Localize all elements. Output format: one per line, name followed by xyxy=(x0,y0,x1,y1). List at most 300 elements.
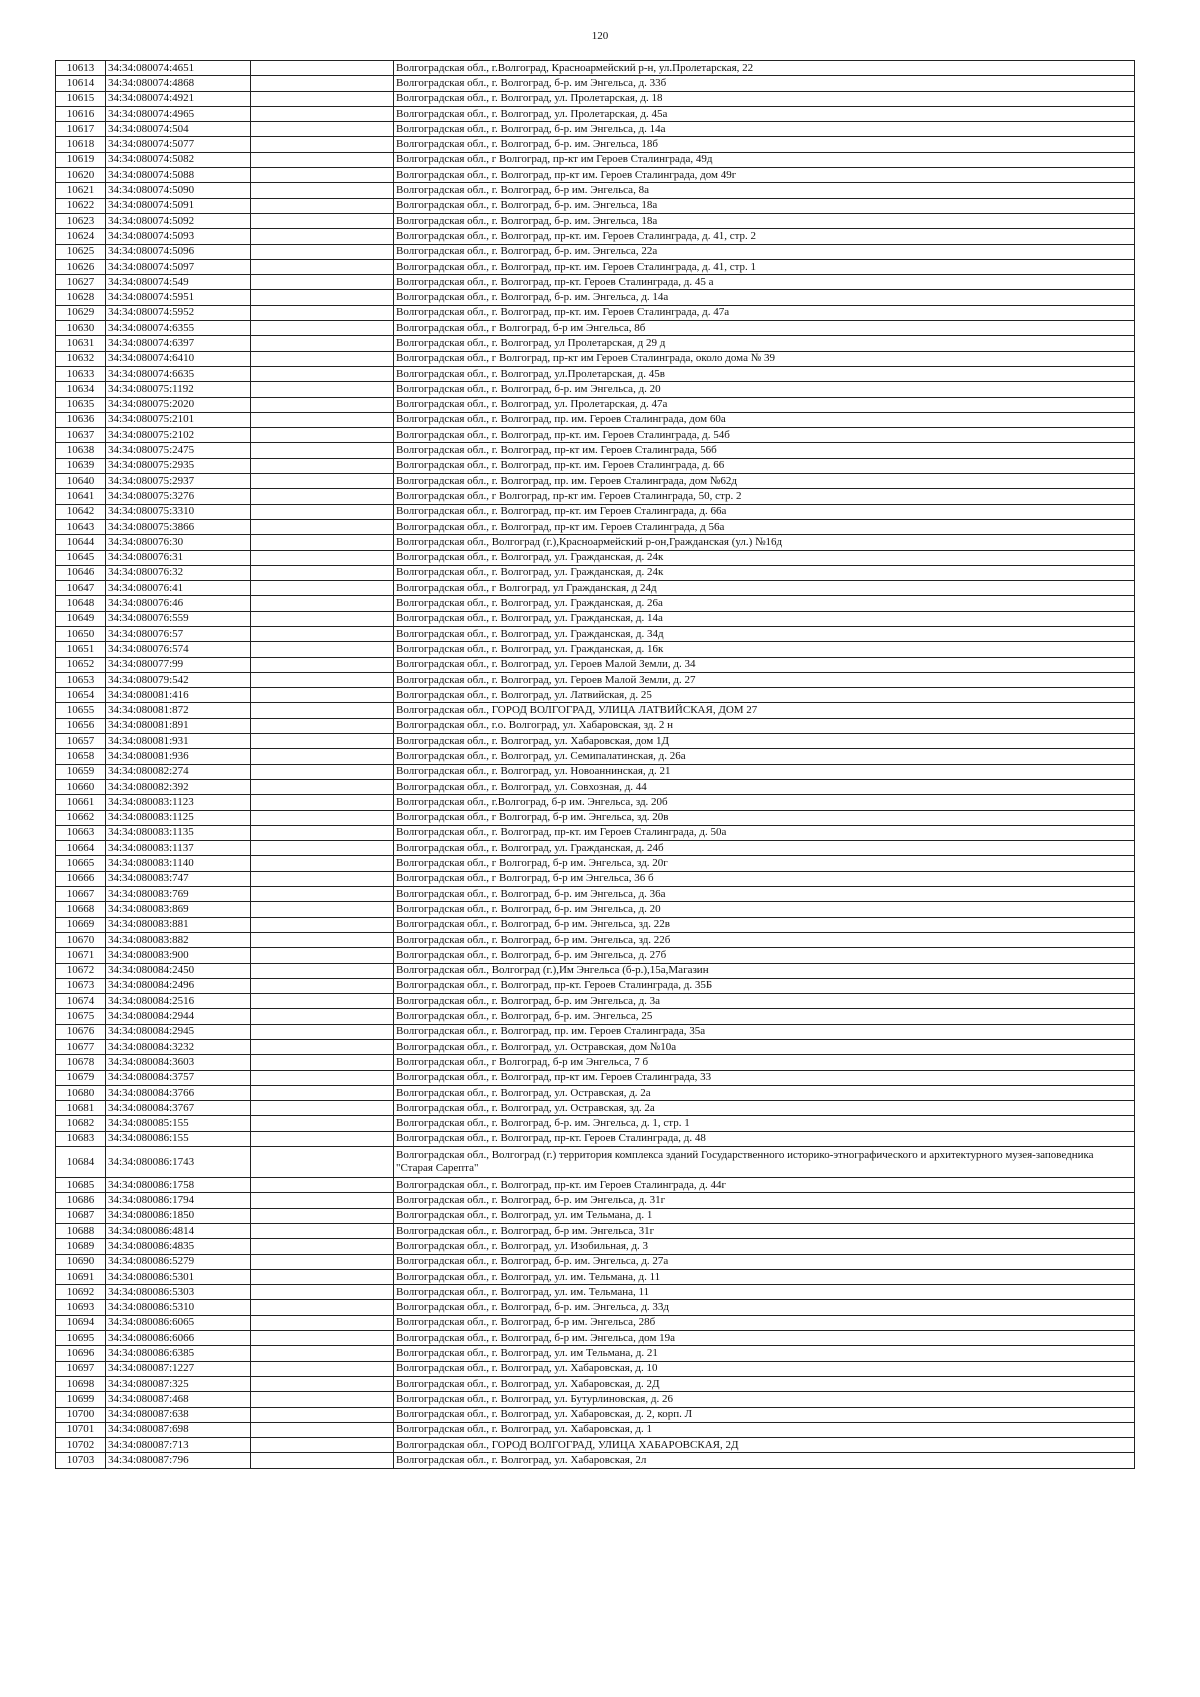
empty-cell xyxy=(251,1422,394,1437)
empty-cell xyxy=(251,1208,394,1223)
row-number: 10679 xyxy=(56,1070,106,1085)
empty-cell xyxy=(251,91,394,106)
row-number: 10699 xyxy=(56,1392,106,1407)
address: Волгоградская обл., г. Волгоград, пр-кт. им. Героев Сталинграда, д. 41, стр. 1 xyxy=(394,259,1135,274)
table-row xyxy=(56,1422,1135,1437)
row-number: 10660 xyxy=(56,779,106,794)
row-number: 10701 xyxy=(56,1422,106,1437)
empty-cell xyxy=(251,657,394,672)
table-row xyxy=(56,61,1135,76)
table-row xyxy=(56,213,1135,228)
table-row xyxy=(56,397,1135,412)
row-number: 10664 xyxy=(56,841,106,856)
registry-table xyxy=(55,60,1135,1469)
table-row xyxy=(56,917,1135,932)
table-row xyxy=(56,550,1135,565)
empty-cell xyxy=(251,994,394,1009)
address: Волгоградская обл., г. Волгоград, ул. Героев Малой Земли, д. 27 xyxy=(394,672,1135,687)
row-number: 10694 xyxy=(56,1315,106,1330)
empty-cell xyxy=(251,963,394,978)
address: Волгоградская обл., г. Волгоград, пр-кт. им Героев Сталинграда, д. 50а xyxy=(394,825,1135,840)
empty-cell xyxy=(251,917,394,932)
table-row xyxy=(56,611,1135,626)
empty-cell xyxy=(251,489,394,504)
address: Волгоградская обл., г. Волгоград, пр. им. Героев Сталинграда, 35а xyxy=(394,1024,1135,1039)
address: Волгоградская обл., г. Волгоград, б-р. им. Энгельса, д. 1, стр. 1 xyxy=(394,1116,1135,1131)
empty-cell xyxy=(251,259,394,274)
address: Волгоградская обл., г. Волгоград, б-р им. Энгельса, 8а xyxy=(394,183,1135,198)
row-number: 10633 xyxy=(56,366,106,381)
cadastral-number: 34:34:080074:5090 xyxy=(106,183,251,198)
table-row xyxy=(56,91,1135,106)
address: Волгоградская обл., г. Волгоград, б-р им. Энгельса, 31г xyxy=(394,1223,1135,1238)
empty-cell xyxy=(251,137,394,152)
table-row xyxy=(56,734,1135,749)
address: Волгоградская обл., г.о. Волгоград, ул. Хабаровская, зд. 2 н xyxy=(394,718,1135,733)
cadastral-number: 34:34:080087:698 xyxy=(106,1422,251,1437)
empty-cell xyxy=(251,642,394,657)
cadastral-number: 34:34:080083:1123 xyxy=(106,795,251,810)
row-number: 10653 xyxy=(56,672,106,687)
table-row xyxy=(56,1009,1135,1024)
row-number: 10690 xyxy=(56,1254,106,1269)
cadastral-number: 34:34:080086:1743 xyxy=(106,1147,251,1178)
cadastral-number: 34:34:080086:4814 xyxy=(106,1223,251,1238)
row-number: 10655 xyxy=(56,703,106,718)
empty-cell xyxy=(251,856,394,871)
table-row xyxy=(56,1376,1135,1391)
address: Волгоградская обл., г. Волгоград, пр-кт. им. Героев Сталинграда, д. 54б xyxy=(394,428,1135,443)
row-number: 10702 xyxy=(56,1438,106,1453)
empty-cell xyxy=(251,1269,394,1284)
cadastral-number: 34:34:080084:3766 xyxy=(106,1085,251,1100)
row-number: 10680 xyxy=(56,1085,106,1100)
address: Волгоградская обл., г. Волгоград, ул. им. Тельмана, д. 11 xyxy=(394,1269,1135,1284)
empty-cell xyxy=(251,519,394,534)
cadastral-number: 34:34:080074:6355 xyxy=(106,321,251,336)
row-number: 10671 xyxy=(56,948,106,963)
empty-cell xyxy=(251,382,394,397)
row-number: 10622 xyxy=(56,198,106,213)
cadastral-number: 34:34:080087:1227 xyxy=(106,1361,251,1376)
empty-cell xyxy=(251,1346,394,1361)
empty-cell xyxy=(251,1376,394,1391)
empty-cell xyxy=(251,932,394,947)
empty-cell xyxy=(251,535,394,550)
cadastral-number: 34:34:080086:1794 xyxy=(106,1193,251,1208)
empty-cell xyxy=(251,887,394,902)
table-row xyxy=(56,305,1135,320)
table-row xyxy=(56,1208,1135,1223)
empty-cell xyxy=(251,122,394,137)
row-number: 10643 xyxy=(56,519,106,534)
empty-cell xyxy=(251,443,394,458)
empty-cell xyxy=(251,61,394,76)
row-number: 10657 xyxy=(56,734,106,749)
cadastral-number: 34:34:080074:5097 xyxy=(106,259,251,274)
address: Волгоградская обл., г Волгоград, б-р им Энгельса, 7 б xyxy=(394,1055,1135,1070)
empty-cell xyxy=(251,1178,394,1193)
row-number: 10666 xyxy=(56,871,106,886)
address: Волгоградская обл., г. Волгоград, б-р. им Энгельса, д. 20 xyxy=(394,902,1135,917)
address: Волгоградская обл., г. Волгоград, ул. Хабаровская, д. 10 xyxy=(394,1361,1135,1376)
row-number: 10662 xyxy=(56,810,106,825)
cadastral-number: 34:34:080084:2450 xyxy=(106,963,251,978)
row-number: 10695 xyxy=(56,1331,106,1346)
empty-cell xyxy=(251,611,394,626)
empty-cell xyxy=(251,749,394,764)
cadastral-number: 34:34:080074:4651 xyxy=(106,61,251,76)
table-row xyxy=(56,1116,1135,1131)
address: Волгоградская обл., г. Волгоград, пр-кт им. Героев Сталинграда, дом 49г xyxy=(394,168,1135,183)
address: Волгоградская обл., г. Волгоград, ул. Гражданская, д. 24к xyxy=(394,565,1135,580)
cadastral-number: 34:34:080076:41 xyxy=(106,581,251,596)
empty-cell xyxy=(251,581,394,596)
empty-cell xyxy=(251,336,394,351)
row-number: 10658 xyxy=(56,749,106,764)
empty-cell xyxy=(251,1085,394,1100)
page-number: 120 xyxy=(591,30,609,42)
empty-cell xyxy=(251,229,394,244)
cadastral-number: 34:34:080082:274 xyxy=(106,764,251,779)
table-row xyxy=(56,1239,1135,1254)
cadastral-number: 34:34:080076:574 xyxy=(106,642,251,657)
address: Волгоградская обл., г Волгоград, б-р им Энгельса, 36 б xyxy=(394,871,1135,886)
cadastral-number: 34:34:080083:1137 xyxy=(106,841,251,856)
cadastral-number: 34:34:080083:1140 xyxy=(106,856,251,871)
table-row xyxy=(56,581,1135,596)
table-row xyxy=(56,1254,1135,1269)
cadastral-number: 34:34:080083:900 xyxy=(106,948,251,963)
row-number: 10619 xyxy=(56,152,106,167)
address: Волгоградская обл., г. Волгоград, б-р. им. Энгельса, 18а xyxy=(394,213,1135,228)
address: Волгоградская обл., г. Волгоград, пр-кт. Героев Сталинграда, д. 48 xyxy=(394,1131,1135,1146)
cadastral-number: 34:34:080086:5301 xyxy=(106,1269,251,1284)
cadastral-number: 34:34:080084:2944 xyxy=(106,1009,251,1024)
table-row xyxy=(56,1131,1135,1146)
table-row xyxy=(56,290,1135,305)
cadastral-number: 34:34:080083:769 xyxy=(106,887,251,902)
empty-cell xyxy=(251,428,394,443)
address: Волгоградская обл., г Волгоград, ул Гражданская, д 24д xyxy=(394,581,1135,596)
address: Волгоградская обл., г. Волгоград, ул. Героев Малой Земли, д. 34 xyxy=(394,657,1135,672)
row-number: 10698 xyxy=(56,1376,106,1391)
table-row xyxy=(56,764,1135,779)
cadastral-number: 34:34:080086:5310 xyxy=(106,1300,251,1315)
address: Волгоградская обл., г. Волгоград, пр-кт. им Героев Сталинграда, д. 66а xyxy=(394,504,1135,519)
row-number: 10673 xyxy=(56,978,106,993)
address: Волгоградская обл., г. Волгоград, пр-кт им. Героев Сталинграда, 56б xyxy=(394,443,1135,458)
row-number: 10637 xyxy=(56,428,106,443)
cadastral-number: 34:34:080087:796 xyxy=(106,1453,251,1468)
address: Волгоградская обл., г. Волгоград, ул. Хабаровская, д. 1 xyxy=(394,1422,1135,1437)
row-number: 10682 xyxy=(56,1116,106,1131)
table-row xyxy=(56,519,1135,534)
address: Волгоградская обл., г. Волгоград, б-р. им Энгельса, д. 36а xyxy=(394,887,1135,902)
row-number: 10656 xyxy=(56,718,106,733)
row-number: 10625 xyxy=(56,244,106,259)
table-row xyxy=(56,1346,1135,1361)
empty-cell xyxy=(251,978,394,993)
table-row xyxy=(56,626,1135,641)
cadastral-number: 34:34:080084:2516 xyxy=(106,994,251,1009)
table-row xyxy=(56,412,1135,427)
address: Волгоградская обл., г Волгоград, б-р им. Энгельса, зд. 20г xyxy=(394,856,1135,871)
table-row xyxy=(56,458,1135,473)
empty-cell xyxy=(251,1055,394,1070)
row-number: 10697 xyxy=(56,1361,106,1376)
cadastral-number: 34:34:080075:3310 xyxy=(106,504,251,519)
address: Волгоградская обл., г. Волгоград, ул. Гражданская, д. 24б xyxy=(394,841,1135,856)
row-number: 10642 xyxy=(56,504,106,519)
cadastral-number: 34:34:080087:325 xyxy=(106,1376,251,1391)
row-number: 10676 xyxy=(56,1024,106,1039)
row-number: 10640 xyxy=(56,474,106,489)
table-row xyxy=(56,1024,1135,1039)
table-row xyxy=(56,428,1135,443)
table-row xyxy=(56,504,1135,519)
cadastral-number: 34:34:080075:2475 xyxy=(106,443,251,458)
row-number: 10645 xyxy=(56,550,106,565)
address: Волгоградская обл., ГОРОД ВОЛГОГРАД, УЛИЦА ХАБАРОВСКАЯ, 2Д xyxy=(394,1438,1135,1453)
cadastral-number: 34:34:080087:638 xyxy=(106,1407,251,1422)
address: Волгоградская обл., г. Волгоград, ул. Хабаровская, д. 2, корп. Л xyxy=(394,1407,1135,1422)
address: Волгоградская обл., г. Волгоград, б-р им. Энгельса, 28б xyxy=(394,1315,1135,1330)
cadastral-number: 34:34:080076:31 xyxy=(106,550,251,565)
address: Волгоградская обл., г Волгоград, б-р им. Энгельса, зд. 20в xyxy=(394,810,1135,825)
empty-cell xyxy=(251,825,394,840)
row-number: 10626 xyxy=(56,259,106,274)
empty-cell xyxy=(251,106,394,121)
empty-cell xyxy=(251,688,394,703)
address: Волгоградская обл., г. Волгоград, ул. Пролетарская, д. 18 xyxy=(394,91,1135,106)
address: Волгоградская обл., Волгоград (г.) территория комплекса зданий Государственного историко-этнографического и архитектурного музея-заповедника "Старая Сарепта" xyxy=(394,1147,1135,1178)
empty-cell xyxy=(251,1239,394,1254)
cadastral-number: 34:34:080084:3767 xyxy=(106,1101,251,1116)
address: Волгоградская обл., г. Волгоград, б-р. им Энгельса, д. 27б xyxy=(394,948,1135,963)
address: Волгоградская обл., г. Волгоград, б-р. им. Энгельса, д. 27а xyxy=(394,1254,1135,1269)
row-number: 10683 xyxy=(56,1131,106,1146)
empty-cell xyxy=(251,412,394,427)
table-row xyxy=(56,565,1135,580)
table-row xyxy=(56,978,1135,993)
row-number: 10678 xyxy=(56,1055,106,1070)
empty-cell xyxy=(251,1193,394,1208)
cadastral-number: 34:34:080084:2945 xyxy=(106,1024,251,1039)
table-row xyxy=(56,229,1135,244)
table-row xyxy=(56,1285,1135,1300)
table-row xyxy=(56,642,1135,657)
table-row xyxy=(56,1178,1135,1193)
empty-cell xyxy=(251,1147,394,1178)
row-number: 10634 xyxy=(56,382,106,397)
empty-cell xyxy=(251,703,394,718)
address: Волгоградская обл., г. Волгоград, ул. Бутурлиновская, д. 26 xyxy=(394,1392,1135,1407)
row-number: 10646 xyxy=(56,565,106,580)
empty-cell xyxy=(251,1315,394,1330)
table-row xyxy=(56,1193,1135,1208)
empty-cell xyxy=(251,672,394,687)
address: Волгоградская обл., г. Волгоград, ул. Остравская, дом №10а xyxy=(394,1040,1135,1055)
table-row xyxy=(56,321,1135,336)
address: Волгоградская обл., г. Волгоград, б-р. им. Энгельса, д. 33д xyxy=(394,1300,1135,1315)
row-number: 10689 xyxy=(56,1239,106,1254)
address: Волгоградская обл., г. Волгоград, б-р. им. Энгельса, 25 xyxy=(394,1009,1135,1024)
empty-cell xyxy=(251,1024,394,1039)
address: Волгоградская обл., г. Волгоград, ул.Пролетарская, д. 45в xyxy=(394,366,1135,381)
cadastral-number: 34:34:080086:5303 xyxy=(106,1285,251,1300)
row-number: 10627 xyxy=(56,275,106,290)
cadastral-number: 34:34:080075:2935 xyxy=(106,458,251,473)
address: Волгоградская обл., г. Волгоград, б-р. им. Энгельса, 18б xyxy=(394,137,1135,152)
empty-cell xyxy=(251,244,394,259)
empty-cell xyxy=(251,810,394,825)
cadastral-number: 34:34:080074:504 xyxy=(106,122,251,137)
address: Волгоградская обл., г. Волгоград, б-р. им Энгельса, д. 33б xyxy=(394,76,1135,91)
row-number: 10618 xyxy=(56,137,106,152)
table-row xyxy=(56,183,1135,198)
cadastral-number: 34:34:080084:3232 xyxy=(106,1040,251,1055)
row-number: 10614 xyxy=(56,76,106,91)
cadastral-number: 34:34:080081:891 xyxy=(106,718,251,733)
row-number: 10654 xyxy=(56,688,106,703)
empty-cell xyxy=(251,734,394,749)
address: Волгоградская обл., г. Волгоград, пр-кт. Героев Сталинграда, д. 35Б xyxy=(394,978,1135,993)
cadastral-number: 34:34:080075:2020 xyxy=(106,397,251,412)
table-row xyxy=(56,1055,1135,1070)
address: Волгоградская обл., г. Волгоград, б-р. им Энгельса, д. 31г xyxy=(394,1193,1135,1208)
cadastral-number: 34:34:080083:1125 xyxy=(106,810,251,825)
cadastral-number: 34:34:080086:1758 xyxy=(106,1178,251,1193)
table-row xyxy=(56,688,1135,703)
empty-cell xyxy=(251,626,394,641)
empty-cell xyxy=(251,198,394,213)
table-row xyxy=(56,106,1135,121)
table-row xyxy=(56,152,1135,167)
row-number: 10644 xyxy=(56,535,106,550)
empty-cell xyxy=(251,1285,394,1300)
address: Волгоградская обл., г Волгоград, б-р им Энгельса, 8б xyxy=(394,321,1135,336)
empty-cell xyxy=(251,1131,394,1146)
row-number: 10674 xyxy=(56,994,106,1009)
empty-cell xyxy=(251,1407,394,1422)
empty-cell xyxy=(251,1040,394,1055)
cadastral-number: 34:34:080086:5279 xyxy=(106,1254,251,1269)
cadastral-number: 34:34:080076:559 xyxy=(106,611,251,626)
table-row xyxy=(56,749,1135,764)
cadastral-number: 34:34:080084:2496 xyxy=(106,978,251,993)
empty-cell xyxy=(251,596,394,611)
address: Волгоградская обл., г. Волгоград, б-р им. Энгельса, зд. 22б xyxy=(394,932,1135,947)
empty-cell xyxy=(251,305,394,320)
row-number: 10692 xyxy=(56,1285,106,1300)
row-number: 10638 xyxy=(56,443,106,458)
row-number: 10631 xyxy=(56,336,106,351)
address: Волгоградская обл., г. Волгоград, ул. Новоаннинская, д. 21 xyxy=(394,764,1135,779)
table-row xyxy=(56,366,1135,381)
address: Волгоградская обл., г. Волгоград, ул. Гражданская, д. 24к xyxy=(394,550,1135,565)
empty-cell xyxy=(251,565,394,580)
cadastral-number: 34:34:080083:1135 xyxy=(106,825,251,840)
empty-cell xyxy=(251,841,394,856)
cadastral-number: 34:34:080086:6385 xyxy=(106,1346,251,1361)
table-row xyxy=(56,810,1135,825)
table-row xyxy=(56,382,1135,397)
cadastral-number: 34:34:080083:881 xyxy=(106,917,251,932)
empty-cell xyxy=(251,76,394,91)
cadastral-number: 34:34:080076:30 xyxy=(106,535,251,550)
empty-cell xyxy=(251,948,394,963)
row-number: 10621 xyxy=(56,183,106,198)
empty-cell xyxy=(251,779,394,794)
table-row xyxy=(56,932,1135,947)
row-number: 10675 xyxy=(56,1009,106,1024)
table-row xyxy=(56,948,1135,963)
table-row xyxy=(56,137,1135,152)
row-number: 10613 xyxy=(56,61,106,76)
address: Волгоградская обл., г. Волгоград, ул. Хабаровская, 2л xyxy=(394,1453,1135,1468)
address: Волгоградская обл., г.Волгоград, Красноармейский р-н, ул.Пролетарская, 22 xyxy=(394,61,1135,76)
empty-cell xyxy=(251,1116,394,1131)
table-row xyxy=(56,1269,1135,1284)
address: Волгоградская обл., г. Волгоград, ул. Остравская, д. 2а xyxy=(394,1085,1135,1100)
address: Волгоградская обл., г. Волгоград, ул. им Тельмана, д. 21 xyxy=(394,1346,1135,1361)
table-row xyxy=(56,718,1135,733)
table-row xyxy=(56,76,1135,91)
row-number: 10615 xyxy=(56,91,106,106)
cadastral-number: 34:34:080074:6410 xyxy=(106,351,251,366)
table-row xyxy=(56,657,1135,672)
table-row xyxy=(56,703,1135,718)
address: Волгоградская обл., г. Волгоград, ул. Семипалатинская, д. 26а xyxy=(394,749,1135,764)
address: Волгоградская обл., г. Волгоград, пр-кт. им. Героев Сталинграда, д. 66 xyxy=(394,458,1135,473)
table-row xyxy=(56,1040,1135,1055)
address: Волгоградская обл., г. Волгоград, ул. Гражданская, д. 14а xyxy=(394,611,1135,626)
row-number: 10688 xyxy=(56,1223,106,1238)
table-row xyxy=(56,489,1135,504)
row-number: 10700 xyxy=(56,1407,106,1422)
empty-cell xyxy=(251,366,394,381)
empty-cell xyxy=(251,290,394,305)
row-number: 10624 xyxy=(56,229,106,244)
table-row xyxy=(56,779,1135,794)
cadastral-number: 34:34:080074:5952 xyxy=(106,305,251,320)
table-row xyxy=(56,336,1135,351)
table-row xyxy=(56,963,1135,978)
cadastral-number: 34:34:080084:3757 xyxy=(106,1070,251,1085)
cadastral-number: 34:34:080086:1850 xyxy=(106,1208,251,1223)
address: Волгоградская обл., г. Волгоград, ул. Гражданская, д. 34д xyxy=(394,626,1135,641)
empty-cell xyxy=(251,795,394,810)
cadastral-number: 34:34:080074:4921 xyxy=(106,91,251,106)
address: Волгоградская обл., г. Волгоград, ул. Изобильная, д. 3 xyxy=(394,1239,1135,1254)
address: Волгоградская обл., ГОРОД ВОЛГОГРАД, УЛИЦА ЛАТВИЙСКАЯ, ДОМ 27 xyxy=(394,703,1135,718)
cadastral-number: 34:34:080083:882 xyxy=(106,932,251,947)
empty-cell xyxy=(251,321,394,336)
table-row xyxy=(56,351,1135,366)
row-number: 10650 xyxy=(56,626,106,641)
address: Волгоградская обл., г. Волгоград, пр. им. Героев Сталинграда, дом №62д xyxy=(394,474,1135,489)
empty-cell xyxy=(251,1361,394,1376)
cadastral-number: 34:34:080074:5091 xyxy=(106,198,251,213)
row-number: 10703 xyxy=(56,1453,106,1468)
address: Волгоградская обл., г Волгоград, пр-кт им Героев Сталинграда, около дома № 39 xyxy=(394,351,1135,366)
row-number: 10684 xyxy=(56,1147,106,1178)
empty-cell xyxy=(251,168,394,183)
address: Волгоградская обл., г. Волгоград, пр-кт. им. Героев Сталинграда, д. 47а xyxy=(394,305,1135,320)
table-row xyxy=(56,259,1135,274)
address: Волгоградская обл., г. Волгоград, пр. им. Героев Сталинграда, дом 60а xyxy=(394,412,1135,427)
